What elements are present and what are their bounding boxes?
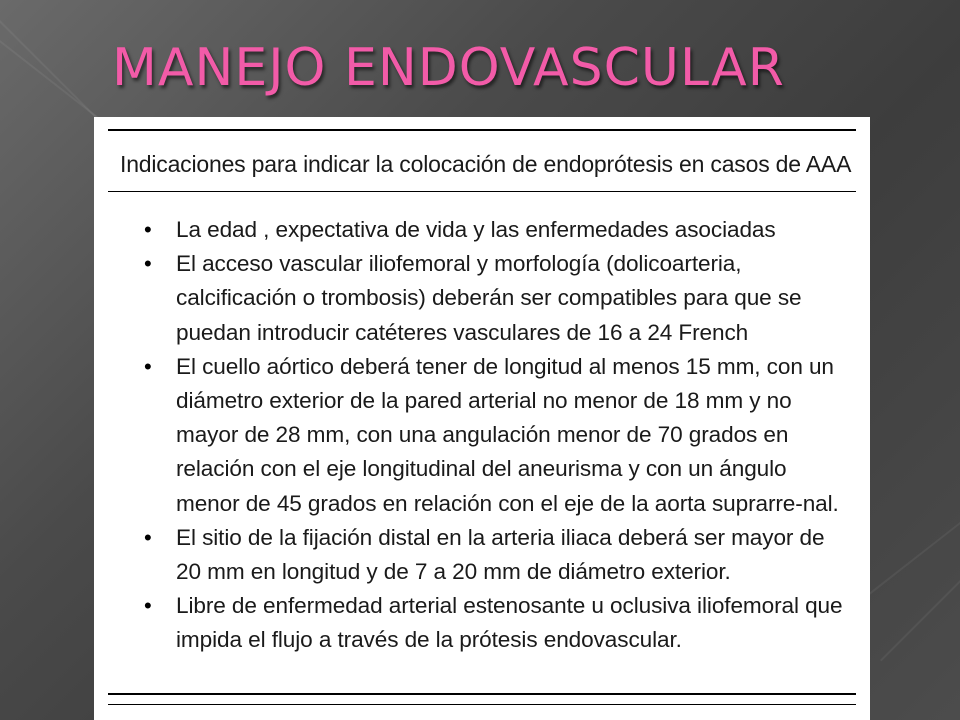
bullet-icon: • [144,353,152,379]
table-bottom-rule [108,693,856,695]
list-item [144,521,850,589]
list-item [144,247,850,350]
bullet-icon: • [144,593,152,619]
indications-table [94,117,870,720]
bullet-icon: • [144,251,152,277]
list-item-text: El acceso vascular iliofemoral y morfología (dolicoarteria, calcificación o trombosis) deberán ser compatibles para que se puedan introducir catéteres vasculares de 16 a 24 French [176,251,802,345]
list-item-text: Libre de enfermedad arterial estenosante u oclusiva iliofemoral que impida el flujo a través de la prótesis endovascular. [176,593,843,653]
table-bottom-rule-2 [108,704,856,705]
caption-divider [108,191,856,192]
list-item [144,213,850,247]
list-item-text: La edad , expectativa de vida y las enfermedades asociadas [176,217,776,242]
table-caption: Indicaciones para indicar la colocación de endoprótesis en casos de AAA [120,151,852,177]
bullet-icon: • [144,524,152,550]
table-top-rule [108,129,856,131]
indications-list [144,213,850,658]
list-item [144,350,850,521]
slide-title: MANEJO ENDOVASCULAR [112,38,785,98]
bullet-icon: • [144,217,152,242]
list-item [144,589,850,657]
decorative-line [860,489,960,601]
list-item-text: El sitio de la fijación distal en la arteria iliaca deberá ser mayor de 20 mm en longitud y de 7 a 20 mm de diámetro exterior. [176,524,825,585]
list-item-text: El cuello aórtico deberá tener de longitud al menos 15 mm, con un diámetro exterior de la pared arterial no menor de 18 mm y no mayor de 28 mm, con una angulación menor de 70 grados en relación con el eje longitudinal del aneurisma y con un ángulo menor de 45 grados en relación con el eje de la aorta suprarre-nal. [176,353,839,516]
